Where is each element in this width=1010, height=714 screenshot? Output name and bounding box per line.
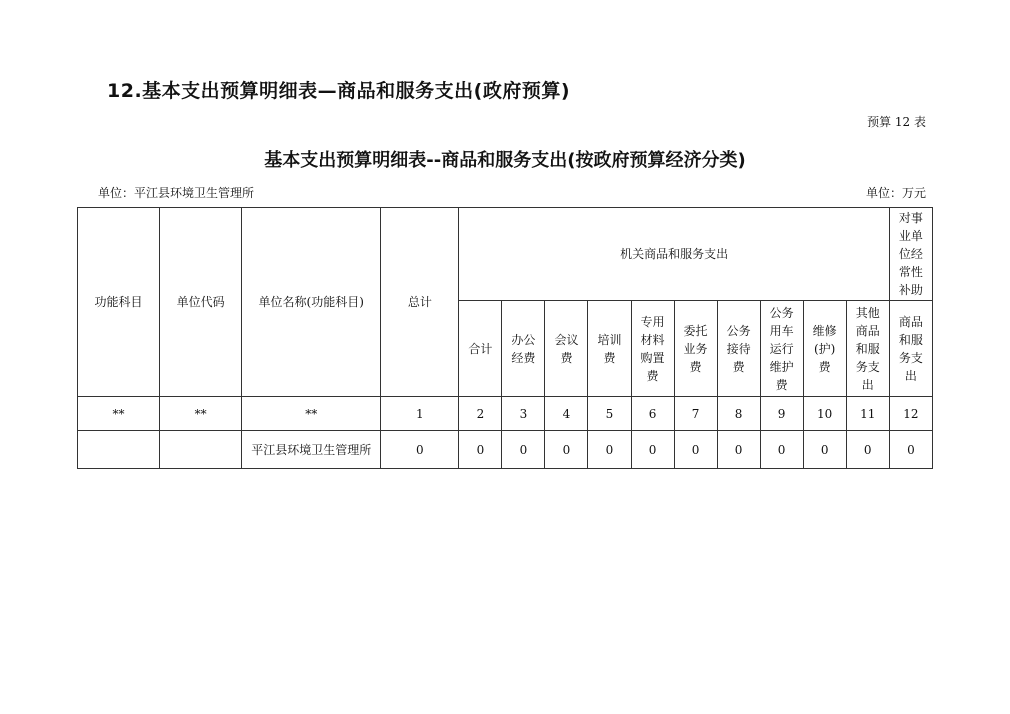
data-row [78,431,933,469]
header-func: 功能科目 [78,208,160,397]
data-cell: 0 [803,431,846,469]
header-subsidy-top [889,208,932,301]
sub-header-text: 商品和服务支出 [898,314,923,383]
data-cell [160,431,242,469]
data-cell: 0 [381,431,459,469]
data-cell: 平江县环境卫生管理所 [242,431,381,469]
sub-header-text: 委托业务费 [683,323,708,374]
document-title: 12.基本支出预算明细表—商品和服务支出(政府预算) [107,80,571,102]
data-cell: 0 [889,431,932,469]
header-group: 机关商品和服务支出 [459,208,889,301]
index-cell: 3 [502,397,545,431]
data-cell [78,431,160,469]
index-cell: 8 [717,397,760,431]
sub-header-text: 专用材料购置费 [640,314,665,383]
sub-header-cell [803,301,846,397]
sub-header-cell [588,301,631,397]
data-cell: 0 [760,431,803,469]
sub-header-cell [846,301,889,397]
sub-header-text: 维修(护)费 [812,323,837,374]
sub-header-text: 其他商品和服务支出 [855,305,880,392]
data-cell: 0 [502,431,545,469]
sub-header-text: 培训费 [597,332,622,365]
sub-header-cell [760,301,803,397]
sub-header-text: 合计 [468,341,493,356]
sub-header-cell [889,301,932,397]
data-cell: 0 [674,431,717,469]
index-cell: 10 [803,397,846,431]
header-subsidy-top-text: 对事业单位经常性补助 [898,211,923,297]
data-cell: 0 [717,431,760,469]
index-cell: 4 [545,397,588,431]
data-cell: 0 [545,431,588,469]
header-code: 单位代码 [160,208,242,397]
table-number: 预算 12 表 [867,115,926,129]
index-cell: ** [160,397,242,431]
header-row-top [78,208,933,301]
index-cell: 9 [760,397,803,431]
index-cell: 2 [459,397,502,431]
unit-organization: 单位：平江县环境卫生管理所 [98,186,255,200]
index-row [78,397,933,431]
index-cell: 5 [588,397,631,431]
index-cell: 1 [381,397,459,431]
sub-header-text: 公务用车运行维护费 [769,305,794,392]
header-name: 单位名称(功能科目) [242,208,381,397]
sub-header-cell [502,301,545,397]
sub-header-cell [545,301,588,397]
sub-header-cell [717,301,760,397]
index-cell: ** [78,397,160,431]
sub-header-text: 公务接待费 [726,323,751,374]
data-cell: 0 [631,431,674,469]
sub-header-cell [459,301,502,397]
table-title: 基本支出预算明细表--商品和服务支出(按政府预算经济分类) [264,150,746,171]
index-cell: 7 [674,397,717,431]
data-cell: 0 [846,431,889,469]
data-cell: 0 [459,431,502,469]
index-cell: 6 [631,397,674,431]
index-cell: 12 [889,397,932,431]
budget-table [77,207,933,469]
index-cell: 11 [846,397,889,431]
unit-currency: 单位：万元 [865,186,926,200]
index-cell: ** [242,397,381,431]
sub-header-cell [631,301,674,397]
sub-header-text: 办公经费 [511,332,536,365]
header-total: 总计 [381,208,459,397]
sub-header-text: 会议费 [554,332,579,365]
sub-header-cell [674,301,717,397]
data-cell: 0 [588,431,631,469]
